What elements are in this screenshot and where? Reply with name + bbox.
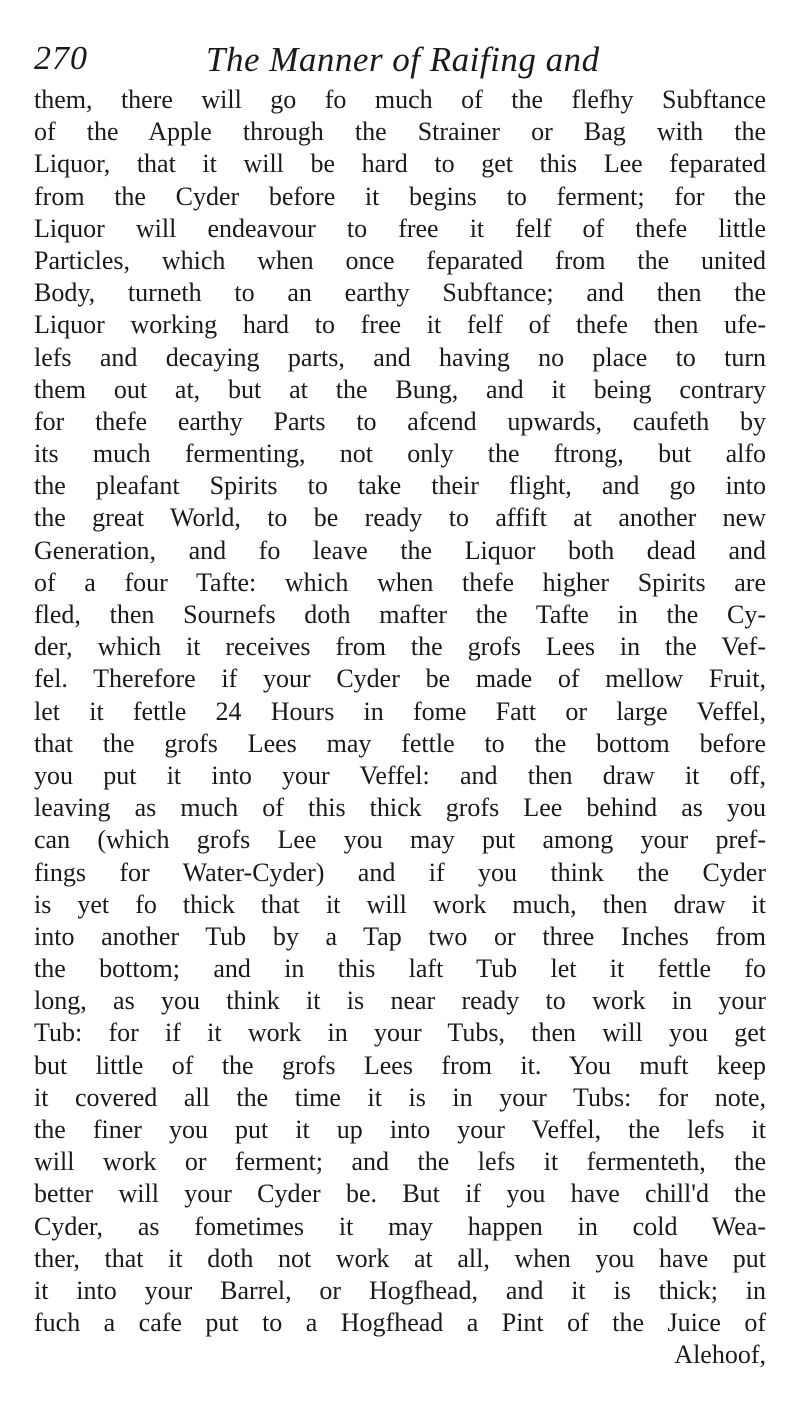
catchword: Alehoof, bbox=[674, 1340, 766, 1370]
text-line: them, there will go fo much of the flefhy Subftance bbox=[34, 85, 766, 114]
text-line: them out at, but at the Bung, and it being contrary bbox=[34, 374, 766, 404]
text-line: fel. Therefore if your Cyder be made of mellow Fruit, bbox=[34, 664, 766, 694]
text-line: can (which grofs Lee you may put among your pref- bbox=[34, 825, 766, 855]
text-line: of a four Tafte: which when thefe higher Spirits are bbox=[34, 567, 766, 597]
text-line: der, which it receives from the grofs Lees in the Vef- bbox=[34, 632, 766, 662]
text-line: better will your Cyder be. But if you have chill'd the bbox=[34, 1179, 766, 1209]
running-title: The Manner of Raifing and bbox=[206, 40, 600, 79]
text-line: lefs and decaying parts, and having no place to turn bbox=[34, 342, 766, 372]
text-line: its much fermenting, not only the ftrong, but alfo bbox=[34, 439, 766, 469]
text-line: the finer you put it up into your Veffel, the lefs it bbox=[34, 1115, 766, 1144]
text-line: for thefe earthy Parts to afcend upwards, caufeth by bbox=[34, 406, 766, 436]
text-line: fuch a cafe put to a Hogfhead a Pint of the Juice of bbox=[34, 1308, 766, 1338]
text-line: ther, that it doth not work at all, when you have put bbox=[34, 1243, 766, 1273]
text-line: into another Tub by a Tap two or three Inches from bbox=[34, 921, 766, 951]
text-line: of the Apple through the Strainer or Bag with the bbox=[34, 117, 766, 147]
text-line: the great World, to be ready to affift at another new bbox=[34, 503, 766, 533]
text-line: from the Cyder before it begins to ferment; for the bbox=[34, 181, 766, 211]
text-line: Cyder, as fometimes it may happen in cold Wea- bbox=[34, 1211, 766, 1241]
text-line: Body, turneth to an earthy Subftance; and then the bbox=[34, 278, 766, 308]
text-line: Tub: for if it work in your Tubs, then will you get bbox=[34, 1018, 766, 1048]
text-line: it into your Barrel, or Hogfhead, and it is thick; in bbox=[34, 1275, 766, 1305]
page-number: 270 bbox=[34, 40, 88, 77]
text-line: Particles, which when once feparated from the united bbox=[34, 245, 766, 275]
body-text bbox=[34, 84, 766, 1372]
text-line: long, as you think it is near ready to work in your bbox=[34, 986, 766, 1016]
text-line: it covered all the time it is in your Tubs: for note, bbox=[34, 1082, 766, 1112]
text-line: that the grofs Lees may fettle to the bottom before bbox=[34, 728, 766, 758]
text-line: Liquor working hard to free it felf of thefe then ufe- bbox=[34, 310, 766, 340]
text-line: fled, then Sournefs doth mafter the Tafte in the Cy- bbox=[34, 600, 766, 629]
text-line: is yet fo thick that it will work much, then draw it bbox=[34, 889, 766, 919]
text-line: Liquor, that it will be hard to get this Lee feparated bbox=[34, 149, 766, 179]
text-line: Liquor will endeavour to free it felf of thefe little bbox=[34, 213, 766, 243]
text-line: the bottom; and in this laft Tub let it fettle fo bbox=[34, 954, 766, 984]
text-line: Generation, and fo leave the Liquor both dead and bbox=[34, 535, 766, 565]
text-line: you put it into your Veffel: and then draw it off, bbox=[34, 760, 766, 790]
text-line: fings for Water-Cyder) and if you think the Cyder bbox=[34, 857, 766, 887]
text-line: leaving as much of this thick grofs Lee behind as you bbox=[34, 793, 766, 823]
text-line: will work or ferment; and the lefs it fermenteth, the bbox=[34, 1147, 766, 1177]
page-header bbox=[34, 40, 766, 90]
text-line: but little of the grofs Lees from it. You muft keep bbox=[34, 1050, 766, 1080]
text-line: let it fettle 24 Hours in fome Fatt or large Veffel, bbox=[34, 696, 766, 726]
text-line: the pleafant Spirits to take their flight, and go into bbox=[34, 471, 766, 501]
